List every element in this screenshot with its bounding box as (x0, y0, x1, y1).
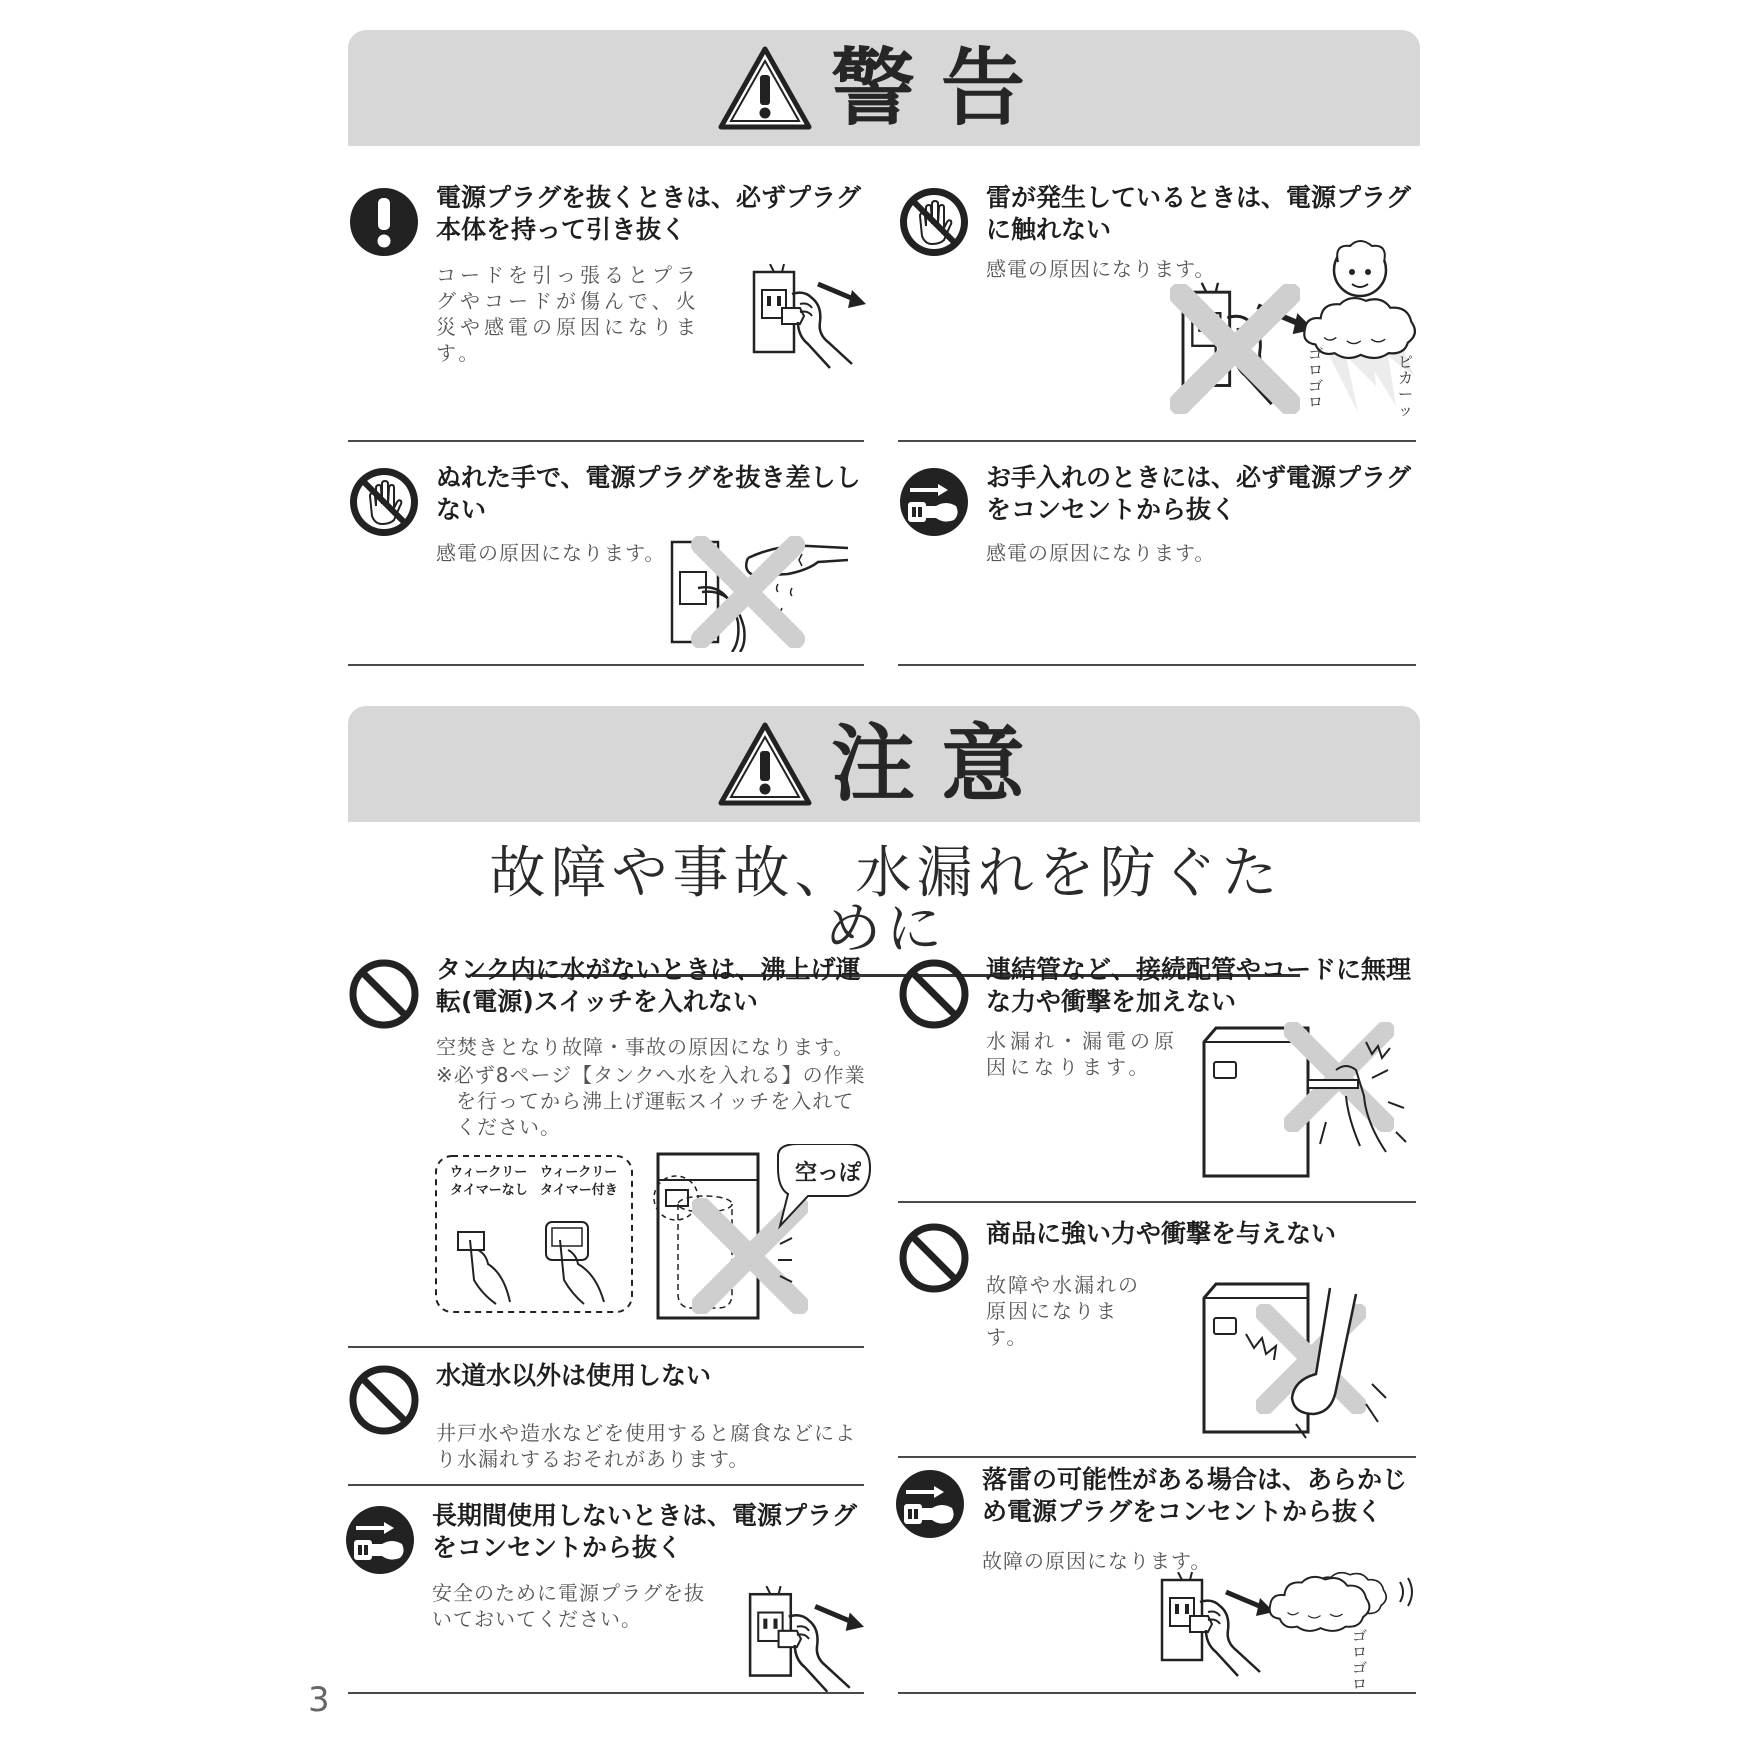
item-title: 連結管など、接続配管やコードに無理な力や衝撃を加えない (986, 955, 1412, 1016)
prohibition-icon (898, 1222, 970, 1294)
no-touch-hand-icon (898, 186, 970, 258)
item-title: タンク内に水がないときは、沸上げ運転(電源)スイッチを入れない (436, 955, 861, 1016)
item-title: 電源プラグを抜くときは、必ずプラグ本体を持って引き抜く (436, 183, 862, 244)
item-title: 雷が発生しているときは、電源プラグに触れない (986, 183, 1412, 244)
prohibited-x-mark (1170, 284, 1300, 414)
caution-subtitle: 故障や事故、水漏れを防ぐために (472, 846, 1300, 977)
sound-effect-goro: ゴロゴロ (1352, 1627, 1368, 1693)
item-desc: 感電の原因になります。 (986, 541, 1216, 565)
label-no-weekly-timer: ウィークリータイマーなし (450, 1165, 528, 1198)
item-note: ※必ず8ページ【タンクへ水を入れる】の作業を行ってから沸上げ運転スイッチを入れてください。 (436, 1063, 866, 1139)
divider (348, 440, 864, 442)
caution-triangle-icon (717, 721, 813, 807)
item-desc: 井戸水や造水などを使用すると腐食などにより水漏れするおそれがあります。 (436, 1421, 856, 1471)
caution-banner (348, 706, 1420, 822)
warning-item-wet-hands (348, 463, 873, 656)
caution-item-no-impact (898, 1219, 1423, 1448)
item-title: 落雷の可能性がある場合は、あらかじめ電源プラグをコンセントから抜く (982, 1465, 1408, 1526)
divider (898, 664, 1416, 666)
warning-banner (348, 30, 1420, 146)
warning-item-thunder (898, 183, 1423, 436)
caution-item-long-term-unplug (344, 1501, 869, 1684)
item-desc: 感電の原因になります。 (436, 541, 666, 565)
caution-item-lightning-unplug (894, 1465, 1419, 1693)
item-desc: 故障や水漏れの原因になります。 (986, 1273, 1140, 1349)
unplug-icon (894, 1468, 966, 1540)
item-title: お手入れのときには、必ず電源プラグをコンセントから抜く (986, 463, 1412, 524)
item-desc: 感電の原因になります。 (986, 257, 1216, 281)
item-title: 水道水以外は使用しない (436, 1361, 712, 1390)
prohibition-icon (348, 1364, 420, 1436)
divider (898, 440, 1416, 442)
page-number: 3 (308, 1680, 330, 1720)
item-desc: コードを引っ張るとプラグやコードが傷んで、火災や感電の原因になります。 (436, 263, 700, 365)
prohibition-icon (348, 958, 420, 1030)
caution-heading: 注意 (830, 715, 1051, 813)
warning-item-unplug-cleaning (898, 463, 1423, 656)
warning-heading: 警告 (830, 39, 1051, 137)
prohibition-icon (898, 958, 970, 1030)
item-title: 長期間使用しないときは、電源プラグをコンセントから抜く (432, 1501, 858, 1562)
pipe-force-illustration (1196, 1022, 1422, 1182)
divider (348, 664, 864, 666)
item-desc: 安全のために電源プラグを抜いておいてください。 (432, 1581, 705, 1631)
divider (898, 1456, 1416, 1458)
divider (348, 1346, 864, 1348)
divider (348, 1484, 864, 1486)
label-with-weekly-timer: ウィークリータイマー付き (540, 1165, 618, 1198)
warning-item-unplug-by-body (348, 183, 873, 436)
sound-effect-goro: ゴロゴロ (1308, 345, 1324, 411)
unplug-icon (344, 1504, 416, 1576)
no-wet-hand-icon (348, 466, 420, 538)
divider (348, 1692, 864, 1694)
item-desc: 空焚きとなり故障・事故の原因になります。 (436, 1035, 855, 1059)
unplug-hand-illustration (748, 264, 868, 374)
item-title: 商品に強い力や衝撃を与えない (986, 1219, 1337, 1248)
divider (898, 1692, 1416, 1694)
unplug-hand-illustration (744, 1586, 866, 1698)
caution-item-empty-tank (348, 955, 873, 1338)
item-desc: 水漏れ・漏電の原因になります。 (986, 1029, 1178, 1079)
divider (898, 1201, 1416, 1203)
unplug-icon (898, 466, 970, 538)
caution-item-no-force-pipes (898, 955, 1423, 1188)
item-desc: 故障の原因になります。 (982, 1549, 1212, 1573)
wet-hand-outlet-illustration (668, 532, 858, 652)
item-title: ぬれた手で、電源プラグを抜き差ししない (436, 463, 861, 524)
mandatory-exclamation-icon (348, 186, 420, 258)
caution-item-tap-water-only (348, 1361, 873, 1474)
sound-effect-pika: ピカーッ (1398, 353, 1414, 419)
thunder-cloud-illustration (1264, 1560, 1418, 1636)
speech-bubble-empty: 空っぽ (794, 1161, 861, 1186)
warning-triangle-icon (717, 45, 813, 131)
kick-impact-illustration (1196, 1274, 1422, 1440)
